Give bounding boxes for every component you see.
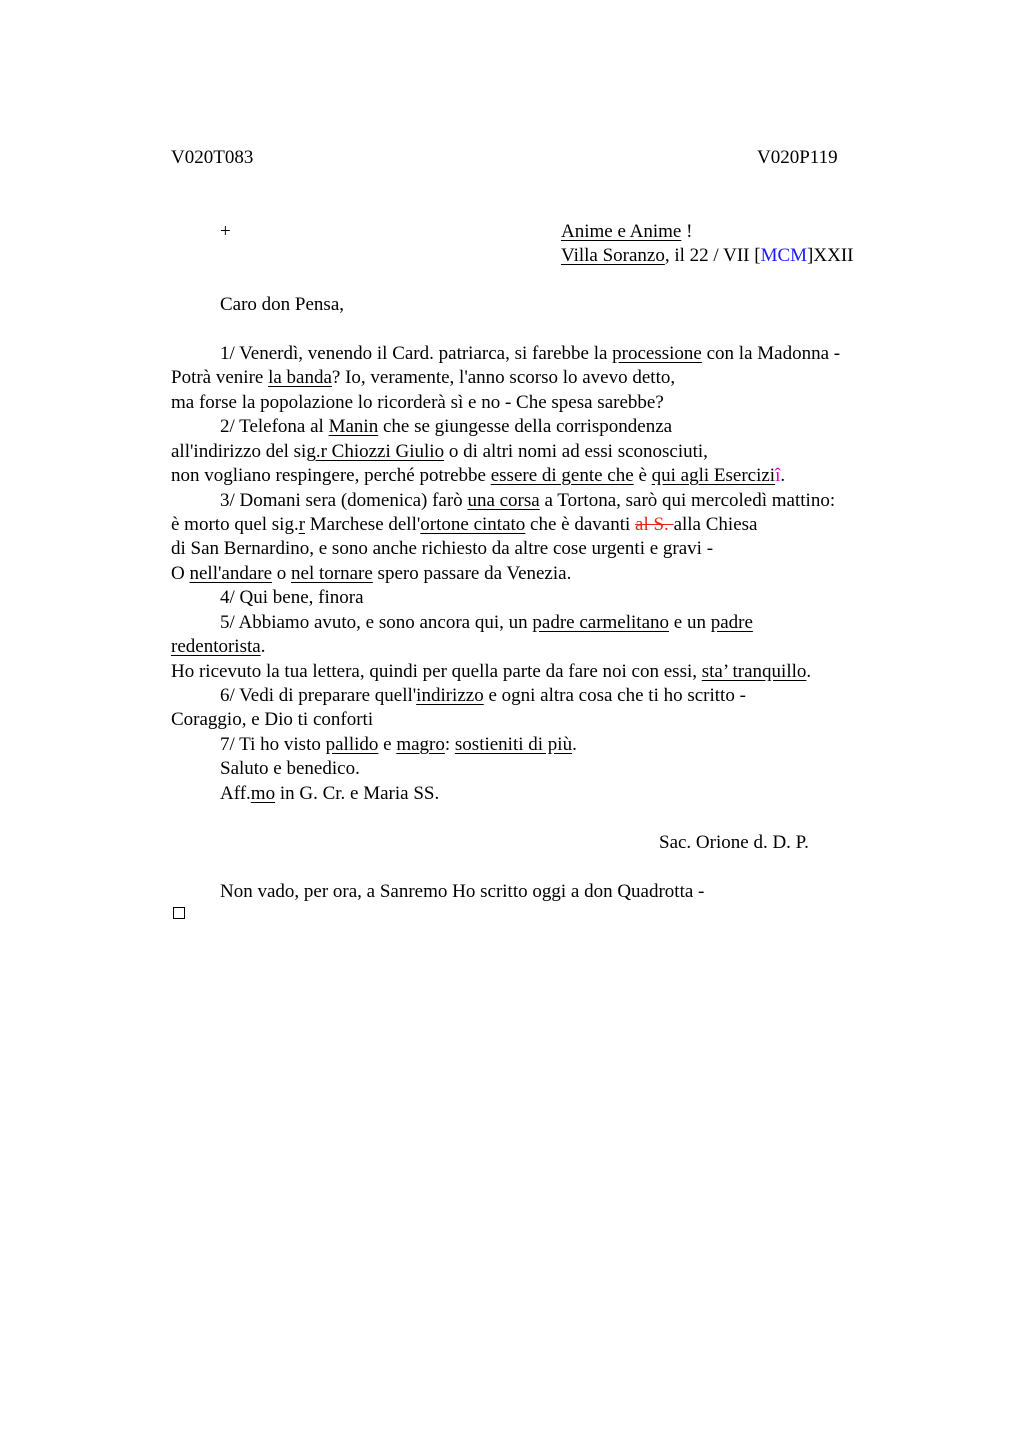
text-segment: . — [780, 465, 786, 486]
underlined-text: r — [298, 514, 306, 535]
motto-text: Anime e Anime — [561, 221, 682, 242]
underlined-text: sostieniti di più — [454, 734, 573, 755]
motto-exclamation: ! — [681, 221, 693, 242]
body-line — [220, 684, 746, 708]
body-line — [220, 342, 840, 366]
correction-mark: î — [775, 465, 781, 486]
body-line: ma forse la popolazione lo ricorderà sì e no - Che spesa sarebbe? — [171, 392, 664, 413]
text-segment: . — [260, 636, 266, 657]
body-line: 4/ Qui bene, finora — [220, 587, 364, 608]
body-line — [220, 733, 577, 757]
text-segment: 7/ Ti ho visto — [220, 734, 326, 755]
text-segment: O — [171, 563, 190, 584]
text-segment: in G. Cr. e Maria SS. — [275, 783, 440, 804]
underlined-text: qui agli Esercizi — [651, 465, 776, 486]
year-roman-insert: MCM — [760, 245, 808, 266]
text-segment: . — [806, 661, 812, 682]
motto — [561, 220, 692, 244]
underlined-text: processione — [612, 343, 702, 364]
text-segment: e ogni altra cosa che ti ho scritto - — [483, 685, 746, 706]
end-box-icon — [173, 907, 185, 919]
underlined-text: indirizzo — [416, 685, 484, 706]
signature: Sac. Orione d. D. P. — [659, 832, 809, 853]
struck-text: al S. — [635, 514, 674, 535]
text-segment: è morto quel sig. — [171, 514, 299, 535]
underlined-text: ortone cintato — [420, 514, 526, 535]
body-line — [220, 782, 439, 806]
body-line — [220, 611, 753, 635]
body-line — [220, 415, 672, 439]
text-segment: che è davanti — [525, 514, 636, 535]
body-line — [171, 440, 708, 464]
postscript: Non vado, per ora, a Sanremo Ho scritto oggi a don Quadrotta - — [220, 881, 705, 902]
body-line: di San Bernardino, e sono anche richiesto da altre cose urgenti e gravi - — [171, 538, 714, 559]
underlined-text: una corsa — [467, 490, 540, 511]
text-segment: all'indirizzo del si — [171, 441, 307, 462]
text-segment: non vogliano respingere, perché potrebbe — [171, 465, 491, 486]
date-part: , il 22 / VII [ — [664, 245, 761, 266]
underlined-text: Manin — [328, 416, 379, 437]
text-segment: Marchese dell' — [305, 514, 421, 535]
underlined-text: g.r Chiozzi Giulio — [306, 441, 445, 462]
body-line — [220, 489, 835, 513]
text-segment: 5/ Abbiamo avuto, e sono ancora qui, un — [220, 612, 533, 633]
body-line — [171, 464, 785, 488]
year-roman-end: ]XXII — [807, 245, 854, 266]
body-line — [171, 366, 675, 390]
underlined-text: pallido — [325, 734, 379, 755]
underlined-text: mo — [250, 783, 276, 804]
underlined-text: essere di gente che — [490, 465, 634, 486]
text-segment: a Tortona, sarò qui mercoledì mattino: — [539, 490, 836, 511]
text-segment: : — [444, 734, 455, 755]
text-segment: o di altri nomi ad essi sconosciuti, — [444, 441, 708, 462]
text-segment: 3/ Domani sera (domenica) farò — [220, 490, 468, 511]
text-segment: e — [378, 734, 397, 755]
text-segment: 1/ Venerdì, venendo il Card. patriarca, si farebbe la — [220, 343, 613, 364]
text-segment: che se giungesse della corrispondenza — [378, 416, 673, 437]
body-line — [171, 513, 757, 537]
underlined-text: la banda — [268, 367, 332, 388]
underlined-text: magro — [396, 734, 445, 755]
place: Villa Soranzo — [561, 245, 665, 266]
body-line — [171, 660, 811, 684]
body-line: Saluto e benedico. — [220, 758, 360, 779]
text-segment: Potrà venire — [171, 367, 269, 388]
underlined-text: padre carmelitano — [532, 612, 670, 633]
salutation: Caro don Pensa, — [220, 294, 345, 315]
body-line — [171, 635, 265, 659]
document-code-left: V020T083 — [171, 147, 254, 168]
underlined-text: padre — [710, 612, 753, 633]
underlined-text: redentorista — [171, 636, 261, 657]
text-segment: è — [633, 465, 652, 486]
place-date — [561, 244, 853, 268]
text-segment: Ho ricevuto la tua lettera, quindi per quella parte da fare noi con essi, — [171, 661, 702, 682]
text-segment: 2/ Telefona al — [220, 416, 329, 437]
text-segment: ? Io, veramente, l'anno scorso lo avevo detto, — [331, 367, 676, 388]
body-line: Coraggio, e Dio ti conforti — [171, 709, 374, 730]
text-segment: spero passare da Venezia. — [372, 563, 572, 584]
text-segment: . — [572, 734, 577, 755]
underlined-text: sta’ tranquillo — [701, 661, 807, 682]
underlined-text: nel tornare — [291, 563, 373, 584]
text-segment: alla Chiesa — [673, 514, 758, 535]
cross-mark: + — [220, 221, 231, 242]
text-segment: Aff. — [220, 783, 251, 804]
underlined-text: nell'andare — [189, 563, 273, 584]
text-segment: con la Madonna - — [701, 343, 841, 364]
text-segment: e un — [669, 612, 711, 633]
document-code-right: V020P119 — [757, 147, 838, 168]
text-segment: o — [272, 563, 292, 584]
body-line — [171, 562, 571, 586]
text-segment: 6/ Vedi di preparare quell' — [220, 685, 417, 706]
